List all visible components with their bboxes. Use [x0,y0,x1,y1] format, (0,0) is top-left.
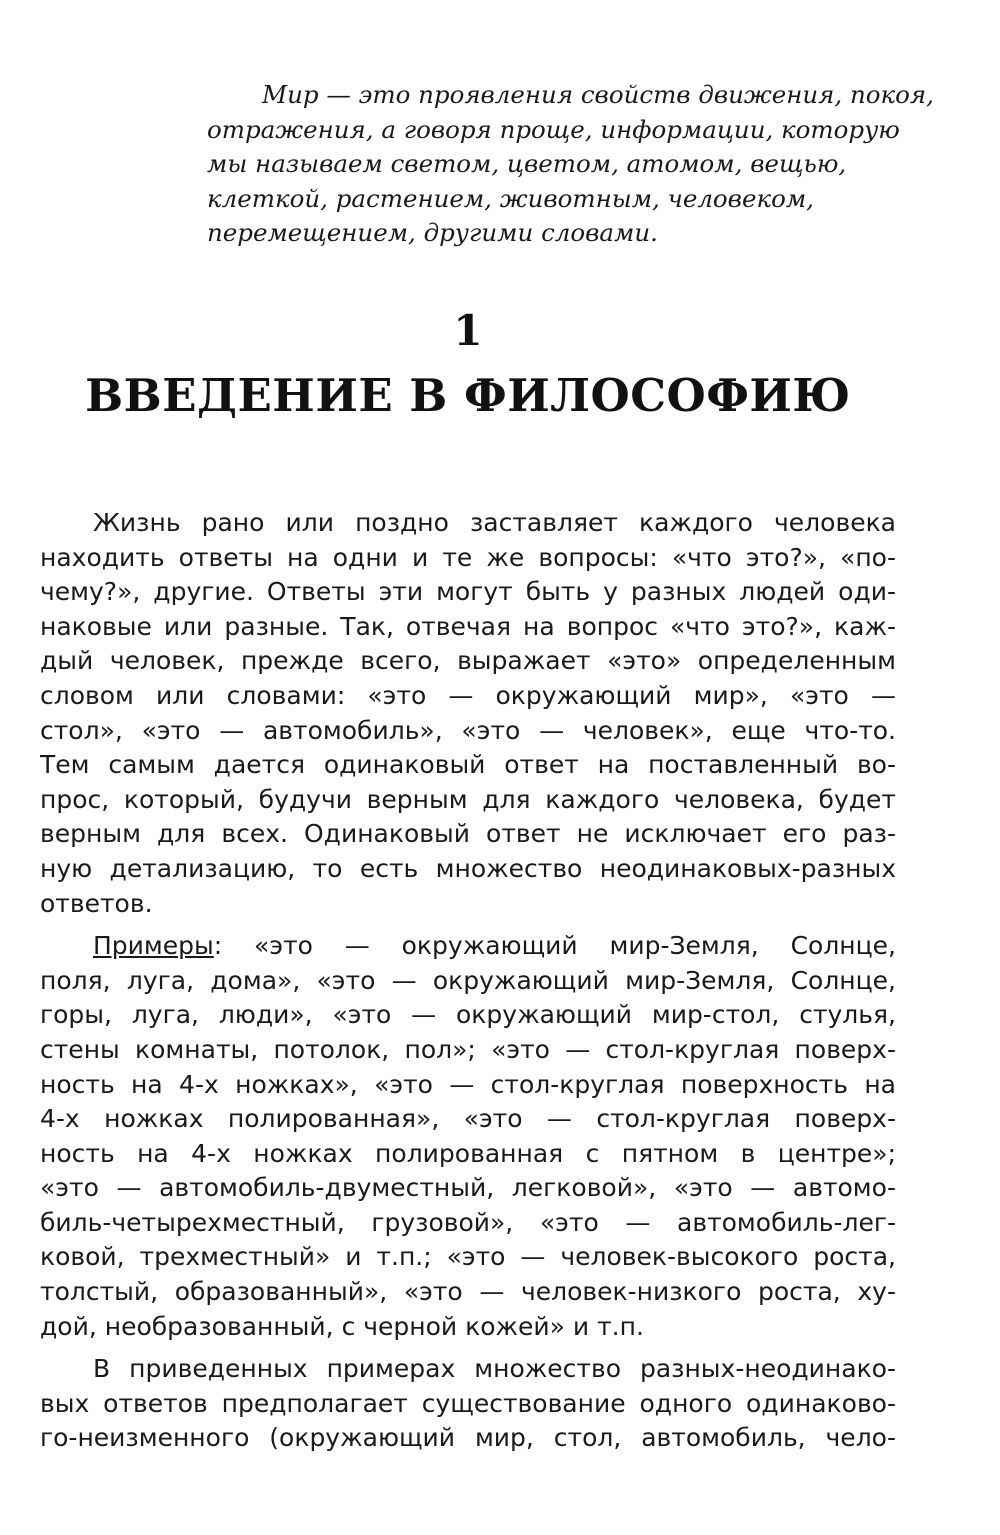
epigraph-line: Мир — это проявления свойств движения, покоя, [262,80,934,109]
examples-first-line: : «это — окружающий мир-Земля, Солнце, [213,931,896,961]
text-line: вых ответов предполагает существование одного одинаково- [40,1388,896,1418]
text-line: прос, который, будучи верным для каждого человека, будет [40,784,896,814]
text-line: ковой, трехместный» и т.п.; «это — человек-высокого роста, [40,1242,896,1272]
text-line: стены комнаты, потолок, пол»; «это — стол-круглая поверх- [40,1034,896,1064]
text-line: ответов. [40,888,153,918]
text-line: ность на 4-х ножках полированная с пятном в центре»; [40,1138,896,1168]
paragraph-intro [40,506,896,921]
epigraph-line: отражения, а говоря проще, информации, которую [207,114,900,144]
text-line: В приведенных примерах множество разных-неодинако- [93,1354,896,1384]
text-line: 4-х ножках полированная», «это — стол-круглая поверх- [40,1104,896,1134]
text-line: дой, необразованный, с черной кожей» и т.п. [40,1311,644,1341]
examples-label: Примеры [93,931,214,961]
text-line [40,929,896,964]
text-line: горы, луга, люди», «это — окружающий мир-стол, стулья, [40,1000,896,1030]
epigraph-line: мы называем светом, цветом, атомом, вещью, [207,149,847,179]
epigraph [207,78,934,251]
text-line: биль-четырехместный, грузовой», «это — автомобиль-лег- [40,1207,896,1237]
epigraph-line: перемещением, другими словами. [207,218,658,248]
paragraph-examples [40,929,896,1344]
text-line: го-неизменного (окружающий мир, стол, автомобиль, чело- [40,1423,896,1453]
body-text [40,506,896,1464]
chapter-number: 1 [453,306,483,355]
text-line: Жизнь рано или поздно заставляет каждого человека [93,508,896,537]
text-line: ную детализацию, то есть множество неодинаковых-разных [40,853,896,883]
text-line: «это — автомобиль-двуместный, легковой», «это — автомо- [40,1173,896,1203]
text-line: стол», «это — автомобиль», «это — человек», еще что-то. [40,715,896,745]
text-line: наковые или разные. Так, отвечая на вопрос «что это?», каж- [40,611,896,641]
text-line: поля, луга, дома», «это — окружающий мир-Земля, Солнце, [40,965,896,995]
text-line: словом или словами: «это — окружающий мир», «это — [40,680,896,710]
paragraph-conclusion [40,1352,896,1456]
text-line: верным для всех. Одинаковый ответ не исключает его раз- [40,819,896,849]
text-line: дый человек, прежде всего, выражает «это» определенным [40,646,896,676]
text-line: ность на 4-х ножках», «это — стол-круглая поверхность на [40,1069,896,1099]
chapter-title: ВВЕДЕНИЕ В ФИЛОСОФИЮ [85,369,851,422]
text-line: чему?», другие. Ответы эти могут быть у разных людей оди- [40,577,896,607]
text-line: находить ответы на одни и те же вопросы: «что это?», «по- [40,542,896,572]
epigraph-line: клеткой, растением, животным, человеком, [207,183,814,213]
text-line: Тем самым дается одинаковый ответ на поставленный во- [40,750,896,780]
text-line: толстый, образованный», «это — человек-низкого роста, ху- [40,1277,896,1307]
